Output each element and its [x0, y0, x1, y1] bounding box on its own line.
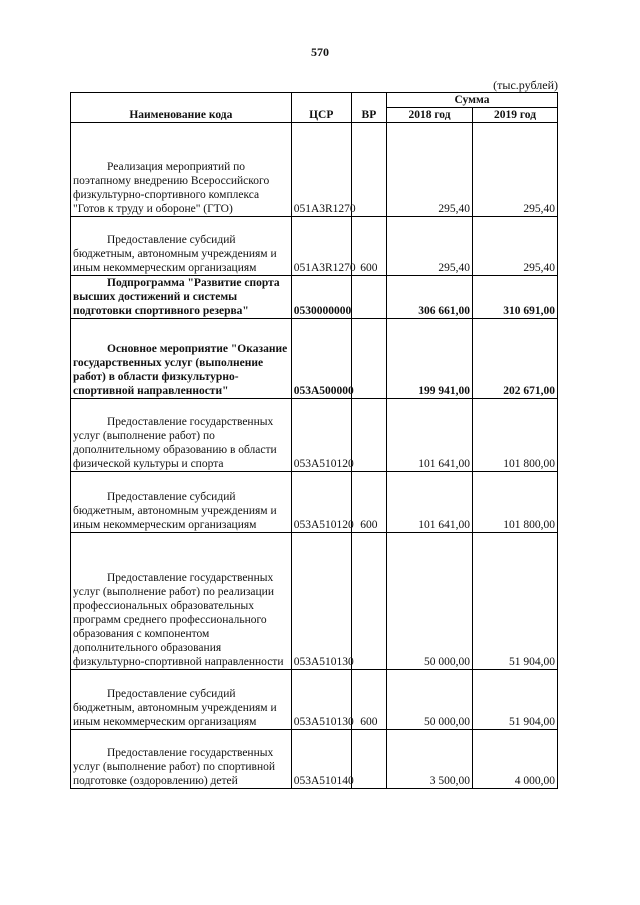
row-vr: 600	[351, 217, 386, 276]
row-2019: 295,40	[473, 217, 558, 276]
table-row	[71, 217, 558, 276]
row-name: Предоставление субсидий бюджетным, автономным учреждениям и иным некоммерческим организациям	[71, 472, 292, 533]
row-2018: 101 641,00	[387, 399, 473, 472]
row-vr: 600	[351, 472, 386, 533]
table-row	[71, 123, 558, 217]
row-2019: 51 904,00	[473, 670, 558, 730]
units-label: (тыс.рублей)	[493, 78, 558, 92]
row-2019: 101 800,00	[473, 472, 558, 533]
row-2019: 202 671,00	[473, 319, 558, 399]
table-row	[71, 276, 558, 319]
page-number: 570	[311, 45, 329, 59]
row-2018: 295,40	[387, 123, 473, 217]
row-vr	[351, 399, 386, 472]
row-csr: 053А510130	[291, 670, 351, 730]
table-row	[71, 319, 558, 399]
row-csr: 053А510120	[291, 472, 351, 533]
table-row	[71, 472, 558, 533]
table-row	[71, 533, 558, 670]
row-2019: 101 800,00	[473, 399, 558, 472]
row-2018: 295,40	[387, 217, 473, 276]
row-name: Основное мероприятие "Оказание государственных услуг (выполнение работ) в области физкультурно-спортивной направленности"	[71, 319, 292, 399]
row-2019: 310 691,00	[473, 276, 558, 319]
row-name: Предоставление субсидий бюджетным, автономным учреждениям и иным некоммерческим организациям	[71, 217, 292, 276]
row-csr: 053А500000	[291, 319, 351, 399]
row-2018: 199 941,00	[387, 319, 473, 399]
header-sum: Сумма	[387, 93, 558, 108]
row-name: Предоставление государственных услуг (выполнение работ) по дополнительному образованию в области физической культуры и спорта	[71, 399, 292, 472]
table-row	[71, 670, 558, 730]
row-2018: 50 000,00	[387, 670, 473, 730]
row-2018: 101 641,00	[387, 472, 473, 533]
row-2019: 295,40	[473, 123, 558, 217]
row-csr: 053А510130	[291, 533, 351, 670]
row-csr: 051А3R1270	[291, 123, 351, 217]
row-vr	[351, 730, 386, 789]
row-csr: 053А510120	[291, 399, 351, 472]
row-name: Предоставление государственных услуг (выполнение работ) по спортивной подготовке (оздоровлению) детей	[71, 730, 292, 789]
table-row	[71, 399, 558, 472]
row-vr	[351, 319, 386, 399]
row-vr	[351, 123, 386, 217]
row-2018: 3 500,00	[387, 730, 473, 789]
budget-table	[70, 92, 558, 789]
row-vr	[351, 533, 386, 670]
table-row	[71, 730, 558, 789]
row-2018: 306 661,00	[387, 276, 473, 319]
header-csr: ЦСР	[291, 93, 351, 123]
row-csr: 0530000000	[291, 276, 351, 319]
row-name: Предоставление субсидий бюджетным, автономным учреждениям и иным некоммерческим организациям	[71, 670, 292, 730]
header-year-2019: 2019 год	[473, 108, 558, 123]
row-2019: 51 904,00	[473, 533, 558, 670]
header-vr: ВР	[351, 93, 386, 123]
row-vr: 600	[351, 670, 386, 730]
row-2018: 50 000,00	[387, 533, 473, 670]
row-csr: 053А510140	[291, 730, 351, 789]
row-csr: 051А3R1270	[291, 217, 351, 276]
row-name: Предоставление государственных услуг (выполнение работ) по реализации профессиональных образовательных программ среднего профессионального образования с компонентом дополнительного образования физкультурно-спортивной направленности	[71, 533, 292, 670]
row-2019: 4 000,00	[473, 730, 558, 789]
row-name: Реализация мероприятий по поэтапному внедрению Всероссийского физкультурно-спортивного комплекса "Готов к труду и обороне" (ГТО)	[71, 123, 292, 217]
row-vr	[351, 276, 386, 319]
header-year-2018: 2018 год	[387, 108, 473, 123]
header-name: Наименование кода	[71, 93, 292, 123]
row-name: Подпрограмма "Развитие спорта высших достижений и системы подготовки спортивного резерва"	[71, 276, 292, 319]
